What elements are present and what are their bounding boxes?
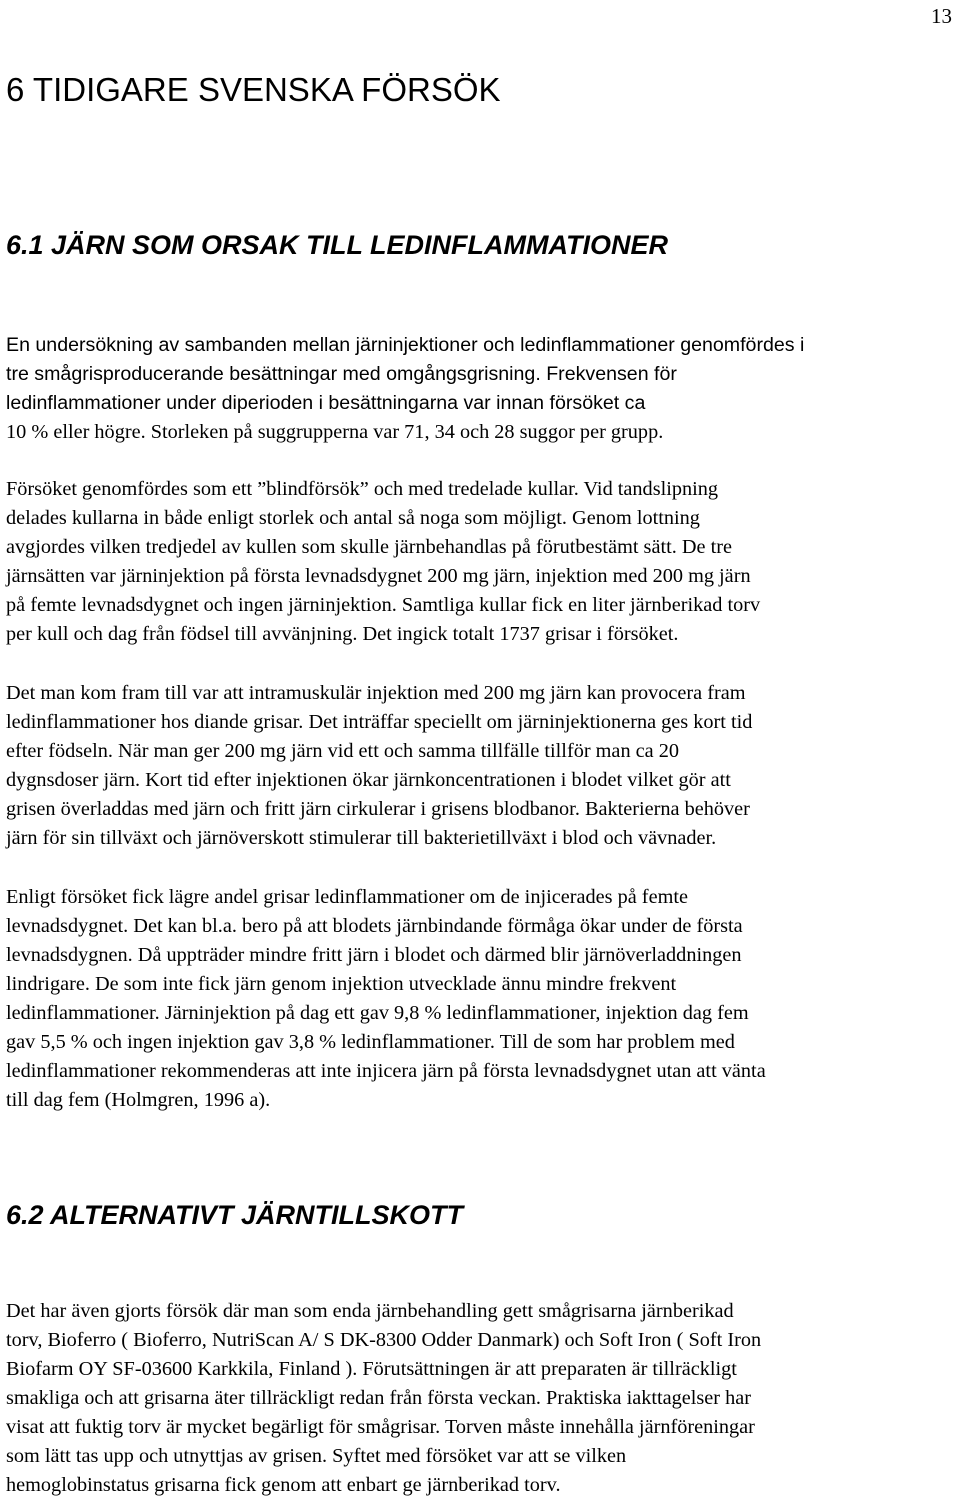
- text-line: smakliga och att grisarna äter tillräckligt redan från första veckan. Praktiska iakttagelser har: [6, 1387, 752, 1409]
- text-line: på femte levnadsdygnet och ingen järninjektion. Samtliga kullar fick en liter järnberikad torv: [6, 594, 761, 616]
- text-line: Det man kom fram till var att intramuskulär injektion med 200 mg järn kan provocera fram: [6, 682, 746, 704]
- text-line: En undersökning av sambanden mellan järninjektioner och ledinflammationer genomfördes i: [6, 334, 805, 356]
- text-line: Det har även gjorts försök där man som enda järnbehandling gett smågrisarna järnberikad: [6, 1300, 734, 1322]
- text-line: torv, Bioferro ( Bioferro, NutriScan A/ S DK-8300 Odder Danmark) och Soft Iron ( Soft Iron: [6, 1329, 762, 1351]
- text-line: levnadsdygnet. Det kan bl.a. bero på att blodets järnbindande förmåga ökar under de första: [6, 915, 743, 937]
- text-line: levnadsdygnen. Då uppträder mindre fritt järn i blodet och därmed blir järnöverladdningen: [6, 944, 742, 966]
- text-line: per kull och dag från födsel till avvänjning. Det ingick totalt 1737 grisar i försöket.: [6, 623, 679, 645]
- paragraph: [6, 679, 752, 853]
- text-line: järnsätten var järninjektion på första levnadsdygnet 200 mg järn, injektion med 200 mg järn: [6, 565, 751, 587]
- text-line: tre smågrisproducerande besättningar med omgångsgrisning. Frekvensen för: [6, 363, 677, 385]
- text-line: till dag fem (Holmgren, 1996 a).: [6, 1089, 271, 1111]
- text-line: Biofarm OY SF-03600 Karkkila, Finland ). Förutsättningen är att preparaten är tillräckligt: [6, 1358, 737, 1380]
- text-line: visat att fuktig torv är mycket begärligt för smågrisar. Torven måste innehålla järnföreningar: [6, 1416, 755, 1438]
- paragraph: [6, 1297, 761, 1500]
- text-line: lindrigare. De som inte fick järn genom injektion utvecklade ännu mindre frekvent: [6, 973, 677, 995]
- section-title-6-1: 6.1 JÄRN SOM ORSAK TILL LEDINFLAMMATIONER: [6, 230, 669, 260]
- text-line: ledinflammationer hos diande grisar. Det inträffar speciellt om järninjektionerna ges kort tid: [6, 711, 753, 733]
- text-line: som lätt tas upp och utnyttjas av grisen. Syftet med försöket var att se vilken: [6, 1445, 627, 1467]
- section-title-6-2: 6.2 ALTERNATIVT JÄRNTILLSKOTT: [6, 1200, 463, 1230]
- text-line: ledinflammationer under diperioden i besättningarna var innan försöket ca: [6, 392, 646, 414]
- text-line: järn för sin tillväxt och järnöverskott stimulerar till bakterietillväxt i blod och vävnader.: [6, 827, 717, 849]
- text-line: avgjordes vilken tredjedel av kullen som skulle järnbehandlas på förutbestämt sätt. De tre: [6, 536, 732, 558]
- text-line: delades kullarna in både enligt storlek och antal så noga som möjligt. Genom lottning: [6, 507, 700, 529]
- text-line: dygnsdoser järn. Kort tid efter injektionen ökar järnkoncentrationen i blodet vilket gör att: [6, 769, 731, 791]
- text-line: Enligt försöket fick lägre andel grisar ledinflammationer om de injicerades på femte: [6, 886, 688, 908]
- paragraph: [6, 475, 760, 649]
- text-line: ledinflammationer. Järninjektion på dag ett gav 9,8 % ledinflammationer, injektion dag fem: [6, 1002, 749, 1024]
- paragraph: [6, 883, 766, 1115]
- text-line: hemoglobinstatus grisarna fick genom att enbart ge järnberikad torv.: [6, 1474, 561, 1496]
- page-number: 13: [931, 4, 952, 28]
- text-line: ledinflammationer rekommenderas att inte injicera järn på första levnadsdygnet utan att vänta: [6, 1060, 766, 1082]
- text-line: 10 % eller högre. Storleken på suggrupperna var 71, 34 och 28 suggor per grupp.: [6, 421, 664, 443]
- text-line: gav 5,5 % och ingen injektion gav 3,8 % ledinflammationer. Till de som har problem med: [6, 1031, 735, 1053]
- paragraph: [6, 331, 804, 447]
- text-line: grisen överladdas med järn och fritt järn cirkulerar i grisens blodbanor. Bakterierna behöver: [6, 798, 750, 820]
- chapter-title: 6 TIDIGARE SVENSKA FÖRSÖK: [6, 71, 501, 108]
- text-line: Försöket genomfördes som ett ”blindförsök” och med tredelade kullar. Vid tandslipning: [6, 478, 719, 500]
- text-line: efter födseln. När man ger 200 mg järn vid ett och samma tillfälle tillför man ca 20: [6, 740, 680, 762]
